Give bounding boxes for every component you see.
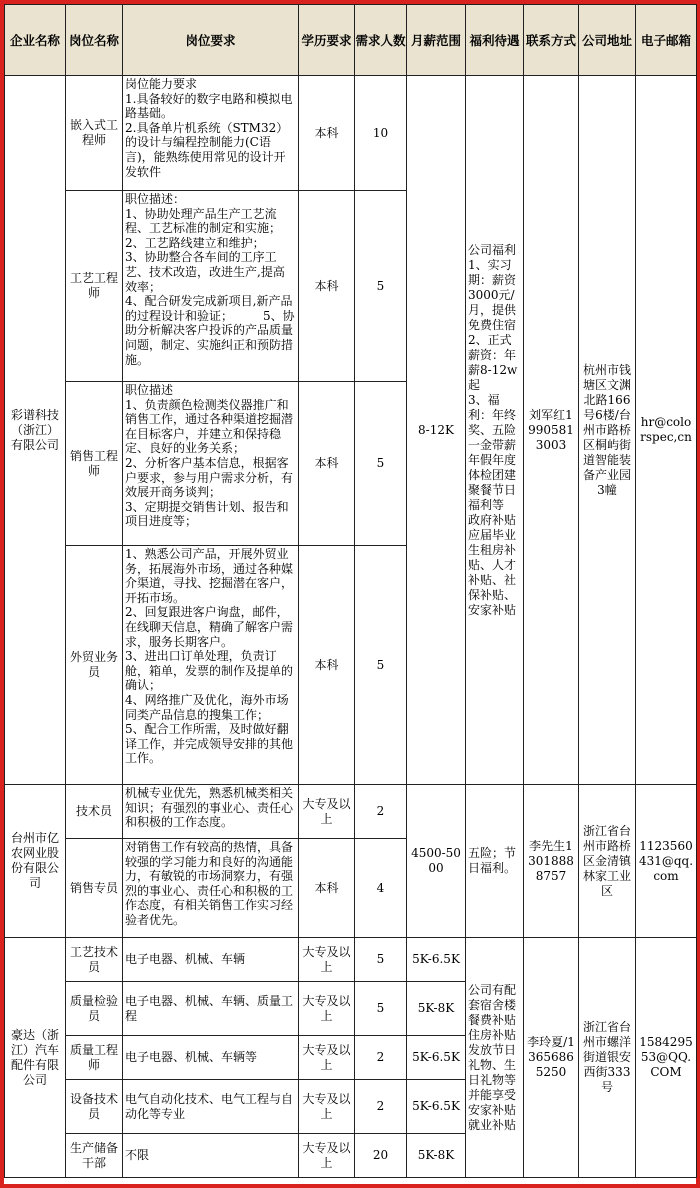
job-headcount: 2 <box>355 785 407 839</box>
contact: 李玲夏/13656865250 <box>524 938 579 1178</box>
job-headcount: 20 <box>355 1134 407 1178</box>
job-requirements: 电子电器、机械、车辆 <box>123 938 299 982</box>
benefits: 公司福利 1、实习期：薪资3000元/月，提供免费住宿 2、正式薪资：年薪8-12w起 3、福利：年终奖、五险一金带薪年假年度体检团建聚餐节日福利等 政府补贴 应届毕业生租房补贴、人才补贴、社保补贴、安家补贴 <box>466 76 524 785</box>
job-education: 本科 <box>299 76 355 191</box>
recruitment-table <box>4 4 697 1178</box>
header-benefits: 福利待遇 <box>466 5 524 76</box>
header-address: 公司地址 <box>579 5 636 76</box>
job-headcount: 10 <box>355 76 407 191</box>
job-title: 销售专员 <box>66 839 123 938</box>
job-headcount: 2 <box>355 1036 407 1080</box>
header-contact: 联系方式 <box>524 5 579 76</box>
job-title: 销售工程师 <box>66 382 123 546</box>
address: 杭州市钱塘区文渊北路166号6楼/台州市路桥区桐屿街道智能装备产业园3幢 <box>579 76 636 785</box>
job-headcount: 5 <box>355 938 407 982</box>
job-education: 大专及以上 <box>299 785 355 839</box>
job-title: 技术员 <box>66 785 123 839</box>
salary-range: 5K-6.5K <box>407 1080 466 1134</box>
job-education: 大专及以上 <box>299 1134 355 1178</box>
job-headcount: 5 <box>355 191 407 382</box>
table-row <box>5 76 697 191</box>
job-headcount: 5 <box>355 546 407 785</box>
job-education: 大专及以上 <box>299 982 355 1036</box>
salary-range: 5K-8K <box>407 1134 466 1178</box>
job-education: 大专及以上 <box>299 1036 355 1080</box>
job-headcount: 2 <box>355 1080 407 1134</box>
email: 1123560431@qq.com <box>636 785 697 938</box>
job-requirements: 1、熟悉公司产品，开展外贸业务，拓展海外市场，通过各种媒介渠道，寻找、挖掘潜在客户，开拓市场。 2、回复跟进客户询盘，邮件，在线聊天信息，精确了解客户需求，服务长期客户。 3、进出口订单处理，负责订舱，箱单，发票的制作及提单的确认； 4、网络推广及优化，海外市场同类产品信息的搜集工作； 5、配合工作所需，及时做好翻译工作，并完成领导安排的其他工作。 <box>123 546 299 785</box>
company-name: 彩谱科技（浙江）有限公司 <box>5 76 66 785</box>
job-requirements: 职位描述 1、负责颜色检测类仪器推广和销售工作，通过各种渠道挖掘潜在目标客户，并建立和保持稳定、良好的业务关系； 2、分析客户基本信息，根据客户要求，参与用户需求分析，有效展开商务谈判； 3、定期提交销售计划、报告和项目进度等； <box>123 382 299 546</box>
header-headcount: 需求人数 <box>355 5 407 76</box>
table-row <box>5 785 697 839</box>
job-education: 本科 <box>299 191 355 382</box>
job-education: 本科 <box>299 546 355 785</box>
job-education: 大专及以上 <box>299 1080 355 1134</box>
header-row <box>5 5 697 76</box>
job-title: 生产储备干部 <box>66 1134 123 1178</box>
email: 158429553@QQ.COM <box>636 938 697 1178</box>
address: 浙江省台州市路桥区金清镇林家工业区 <box>579 785 636 938</box>
job-requirements: 对销售工作有较高的热情，具备较强的学习能力和良好的沟通能力，有敏锐的市场洞察力，有强烈的事业心、责任心和积极的工作态度，有相关销售工作实习经验者优先。 <box>123 839 299 938</box>
job-requirements: 机械专业优先，熟悉机械类相关知识；有强烈的事业心、责任心和积极的工作态度。 <box>123 785 299 839</box>
contact: 李先生13018888757 <box>524 785 579 938</box>
salary-range: 4500-5000 <box>407 785 466 938</box>
job-title: 质量检验员 <box>66 982 123 1036</box>
contact: 刘军红19905813003 <box>524 76 579 785</box>
email: hr@colorspec,cn <box>636 76 697 785</box>
job-requirements: 电子电器、机械、车辆、质量工程 <box>123 982 299 1036</box>
table-row <box>5 938 697 982</box>
header-company: 企业名称 <box>5 5 66 76</box>
job-title: 质量工程师 <box>66 1036 123 1080</box>
benefits: 五险；节日福利。 <box>466 785 524 938</box>
job-title: 设备技术员 <box>66 1080 123 1134</box>
benefits: 公司有配套宿舍楼餐费补贴住房补贴发放节日礼物、生日礼物等并能享受安家补贴就业补贴 <box>466 938 524 1178</box>
job-requirements: 电子电器、机械、车辆等 <box>123 1036 299 1080</box>
job-title: 工艺技术员 <box>66 938 123 982</box>
job-headcount: 5 <box>355 982 407 1036</box>
job-requirements: 不限 <box>123 1134 299 1178</box>
job-headcount: 5 <box>355 382 407 546</box>
job-headcount: 4 <box>355 839 407 938</box>
job-requirements: 电气自动化技术、电气工程与自动化等专业 <box>123 1080 299 1134</box>
job-title: 外贸业务员 <box>66 546 123 785</box>
salary-range: 8-12K <box>407 76 466 785</box>
company-name: 台州市亿农网业股份有限公司 <box>5 785 66 938</box>
header-education: 学历要求 <box>299 5 355 76</box>
recruitment-table-page <box>4 4 696 1184</box>
job-requirements: 职位描述： 1、协助处理产品生产工艺流程、工艺标准的制定和实施； 2、工艺路线建立和维护； 3、协助整合各车间的工序工艺、技术改造，改进生产,提高效率； 4、配合研发完成新项目,新产品的过程设计和验证； 5、协助分析解决客户投诉的产品质量问题，制定、实施纠正和预防措施。 <box>123 191 299 382</box>
job-requirements: 岗位能力要求 1.具备较好的数字电路和模拟电路基础。 2.具备单片机系统（STM32）的设计与编程控制能力(C语言)，能熟练使用常见的设计开发软件 <box>123 76 299 191</box>
header-requirements: 岗位要求 <box>123 5 299 76</box>
salary-range: 5K-8K <box>407 982 466 1036</box>
job-education: 本科 <box>299 839 355 938</box>
company-name: 豪达（浙江）汽车配件有限公司 <box>5 938 66 1178</box>
address: 浙江省台州市螺洋街道银安西街333号 <box>579 938 636 1178</box>
job-title: 工艺工程师 <box>66 191 123 382</box>
header-salary: 月薪范围 <box>407 5 466 76</box>
job-education: 大专及以上 <box>299 938 355 982</box>
salary-range: 5K-6.5K <box>407 938 466 982</box>
job-title: 嵌入式工程师 <box>66 76 123 191</box>
salary-range: 5K-6.5K <box>407 1036 466 1080</box>
header-position: 岗位名称 <box>66 5 123 76</box>
job-education: 本科 <box>299 382 355 546</box>
header-email: 电子邮箱 <box>636 5 697 76</box>
